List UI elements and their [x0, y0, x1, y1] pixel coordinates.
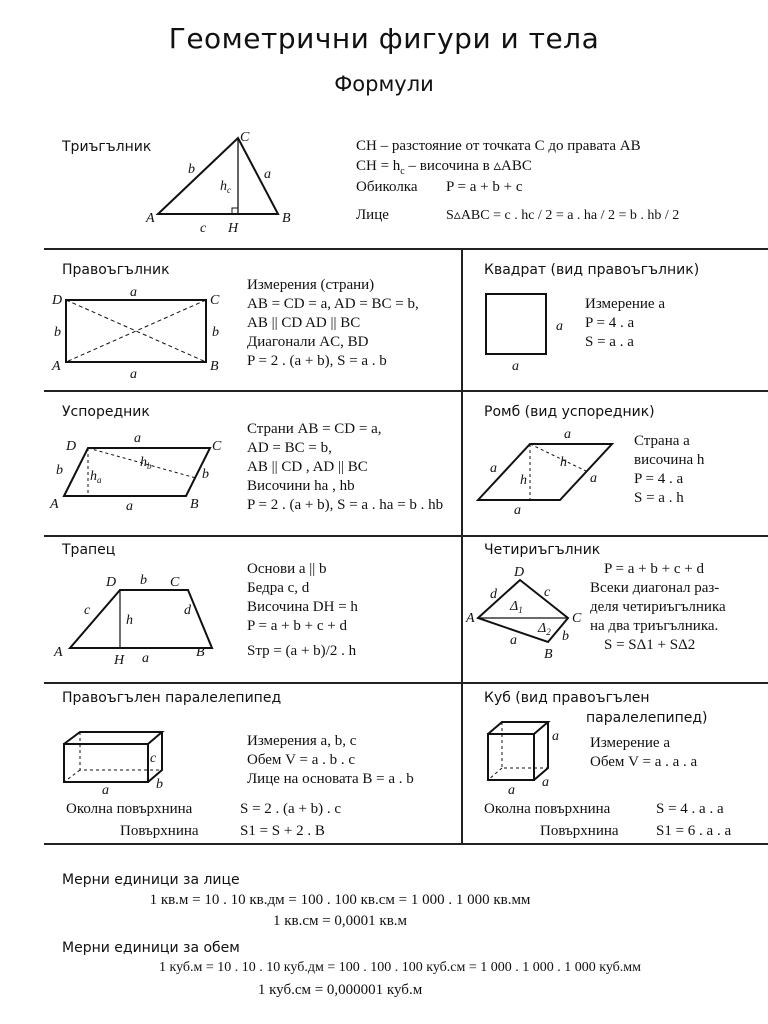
svg-text:a: a	[564, 427, 571, 442]
svg-text:A: A	[50, 497, 59, 512]
rectangle-formulas: Измерения (страни) AB = CD = a, AD = BC = b, AB || CD AD || BC Диагонали AC, BD P = 2 . (a + b), S = a . b	[247, 277, 419, 369]
svg-text:A: A	[146, 211, 155, 226]
svg-text:H: H	[228, 221, 239, 236]
square-figure	[480, 288, 570, 378]
cube-title-2: паралелепипед)	[586, 710, 708, 726]
svg-text:d: d	[184, 603, 191, 618]
svg-text:c: c	[84, 603, 91, 618]
svg-text:B: B	[196, 645, 205, 660]
svg-text:B: B	[210, 359, 219, 374]
svg-text:h: h	[520, 473, 527, 488]
svg-text:a: a	[142, 651, 149, 666]
svg-text:C: C	[170, 575, 180, 590]
cuboid-lateral-formula: S = 2 . (a + b) . c	[240, 801, 342, 817]
svg-text:A: A	[52, 359, 61, 374]
svg-text:d: d	[490, 587, 497, 602]
svg-text:h: h	[560, 455, 567, 470]
svg-text:B: B	[282, 211, 291, 226]
trapezoid-title: Трапец	[62, 542, 116, 558]
rhombus-title: Ромб (вид успоредник)	[484, 404, 655, 420]
svg-text:D: D	[514, 566, 525, 580]
rectangle-title: Правоъгълник	[62, 262, 170, 278]
svg-text:B: B	[544, 647, 553, 662]
svg-text:a: a	[102, 783, 109, 796]
cuboid-formulas: Измерения a, b, c Обем V = a . b . c Лице на основата B = a . b	[247, 733, 414, 787]
trapezoid-formulas: Основи a || b Бедра c, d Височина DH = h P = a + b + c + d Sтр = (a + b)/2 . h	[247, 561, 358, 659]
parallelogram-formulas: Страни AB = CD = a, AD = BC = b, AB || CD , AD || BC Височини ha , hb P = 2 . (a + b), S = a . ha = b . hb	[247, 421, 444, 513]
units-area-title: Мерни единици за лице	[62, 872, 240, 888]
svg-text:ha: $h_a$	[90, 469, 102, 485]
svg-text:a: a	[514, 503, 521, 518]
units-area-line1: 1 кв.м = 10 . 10 кв.дм = 100 . 100 кв.см = 1 000 . 1 000 кв.мм	[149, 892, 531, 908]
svg-text:b: b	[54, 325, 61, 340]
svg-text:Δ2: $\Delta_2$	[538, 621, 551, 637]
svg-text:a: a	[134, 431, 141, 446]
svg-text:a: a	[512, 359, 519, 374]
svg-text:a: a	[130, 367, 137, 382]
svg-text:a: a	[508, 783, 515, 794]
units-area-line2: 1 кв.см = 0,0001 кв.м	[272, 913, 408, 929]
triangle-area-formula: S▵ABC = c . hc / 2 = a . ha / 2 = b . hb / 2	[446, 208, 680, 223]
cuboid-figure	[56, 726, 176, 796]
parallelogram-title: Успоредник	[62, 404, 150, 420]
rhombus-figure	[470, 426, 630, 518]
triangle-area-label: Лице	[356, 207, 389, 223]
svg-text:c: c	[200, 221, 207, 236]
svg-text:a: a	[490, 461, 497, 476]
cube-lateral-formula: S = 4 . a . a	[656, 801, 724, 817]
svg-text:b: b	[202, 467, 209, 482]
svg-text:Δ1: $\Delta_1$	[510, 599, 523, 615]
svg-text:hc: $h_c$	[220, 179, 231, 195]
svg-text:C: C	[210, 293, 220, 308]
triangle-line2: CH = $h_c$ – височина в ▵ABC	[356, 158, 532, 177]
svg-text:C: C	[240, 130, 250, 145]
svg-text:A: A	[54, 645, 63, 660]
svg-text:C: C	[212, 439, 222, 454]
svg-text:D: D	[106, 575, 117, 590]
cube-figure	[480, 714, 580, 794]
cube-surface-label: Повърхнина	[540, 823, 619, 839]
cube-surface-formula: S1 = 6 . a . a	[656, 823, 732, 839]
page-subtitle: Формули	[334, 72, 434, 96]
svg-text:b: b	[188, 162, 195, 177]
triangle-perimeter-label: Обиколка	[356, 179, 418, 195]
svg-text:a: a	[510, 633, 517, 648]
quadrilateral-figure	[464, 566, 594, 662]
cuboid-lateral-label: Околна повърхнина	[66, 801, 193, 817]
svg-text:hb: $h_b$	[140, 455, 152, 471]
svg-text:D: D	[52, 293, 63, 308]
cube-formulas: Измерение a Обем V = a . a . a	[590, 735, 698, 770]
svg-text:a: a	[556, 319, 563, 334]
units-volume-line1: 1 куб.м = 10 . 10 . 10 куб.дм = 100 . 100 . 100 куб.см = 1 000 . 1 000 . 1 000 куб.мм	[159, 960, 641, 975]
triangle-title: Триъгълник	[62, 139, 152, 155]
svg-text:H: H	[114, 653, 125, 668]
cube-title: Куб (вид правоъгълен	[484, 690, 650, 706]
svg-text:h: h	[126, 613, 133, 628]
svg-text:C: C	[572, 611, 582, 626]
rhombus-formulas: Страна a височина h P = 4 . a S = a . h	[634, 433, 705, 506]
svg-text:a: a	[130, 285, 137, 300]
cuboid-surface-formula: S1 = S + 2 . B	[240, 823, 325, 839]
svg-text:D: D	[66, 439, 77, 454]
svg-text:c: c	[544, 585, 551, 600]
parallelogram-figure	[44, 428, 234, 518]
svg-text:a: a	[542, 775, 549, 790]
svg-text:b: b	[156, 777, 163, 792]
svg-text:c: c	[150, 751, 157, 766]
square-formulas: Измерение a P = 4 . a S = a . a	[585, 296, 665, 350]
square-title: Квадрат (вид правоъгълник)	[484, 262, 700, 278]
svg-text:b: b	[562, 629, 569, 644]
triangle-figure	[140, 128, 300, 238]
svg-text:b: b	[56, 463, 63, 478]
svg-text:a: a	[126, 499, 133, 514]
svg-text:a: a	[590, 471, 597, 486]
cuboid-surface-label: Повърхнина	[120, 823, 199, 839]
svg-text:A: A	[466, 611, 475, 626]
cube-lateral-label: Околна повърхнина	[484, 801, 611, 817]
svg-text:b: b	[140, 573, 147, 588]
quadrilateral-title: Четириъгълник	[484, 542, 601, 558]
svg-text:b: b	[212, 325, 219, 340]
svg-text:a: a	[264, 167, 271, 182]
cuboid-title: Правоъгълен паралелепипед	[62, 690, 282, 706]
units-volume-title: Мерни единици за обем	[62, 940, 240, 956]
triangle-perimeter-formula: P = a + b + c	[446, 179, 523, 195]
trapezoid-figure	[50, 568, 230, 668]
triangle-line1: CH – разстояние от точката C до правата AB	[356, 138, 641, 154]
quadrilateral-formulas: P = a + b + c + d Всеки диагонал раз- деля четириъгълника на два триъгълника. S = SΔ1 + SΔ2	[590, 561, 726, 653]
rectangle-figure	[50, 282, 230, 382]
page-title: Геометрични фигури и тела	[168, 22, 600, 55]
units-volume-line2: 1 куб.см = 0,000001 куб.м	[257, 982, 423, 998]
svg-text:a: a	[552, 729, 559, 744]
svg-text:B: B	[190, 497, 199, 512]
